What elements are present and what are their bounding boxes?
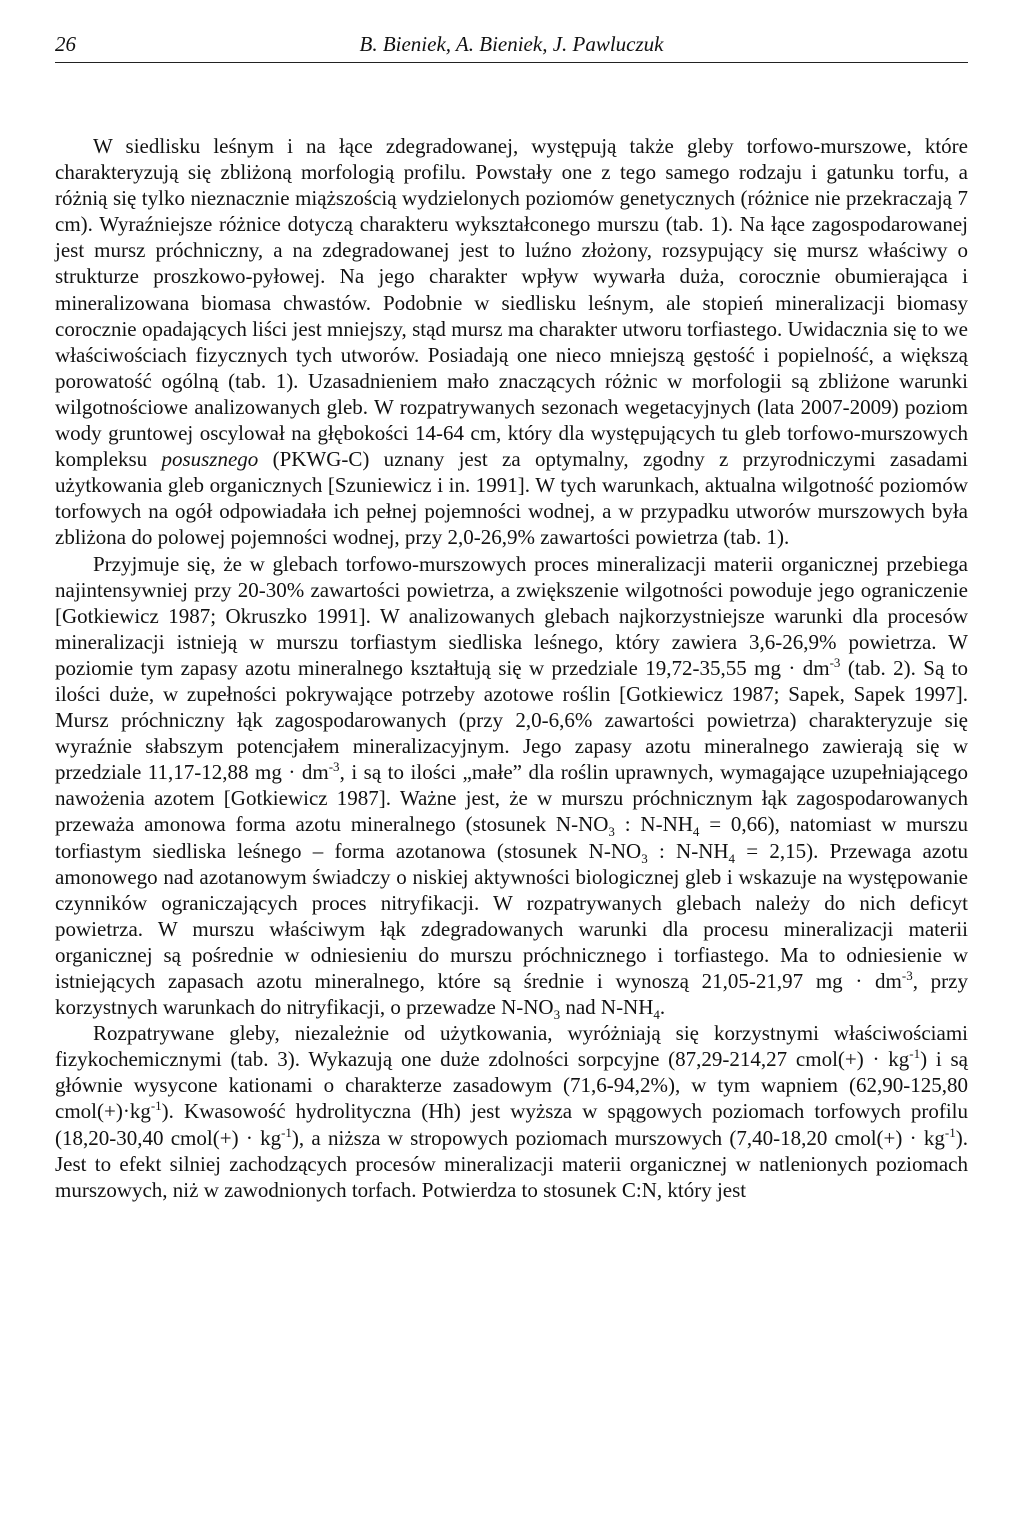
page-number: 26 bbox=[55, 32, 76, 56]
superscript: -1 bbox=[281, 1124, 292, 1140]
text-run: : N-NH bbox=[614, 812, 693, 837]
running-header-authors: B. Bieniek, A. Bieniek, J. Pawluczuk bbox=[359, 32, 664, 56]
text-run: nad N-NH bbox=[560, 995, 654, 1020]
subscript: 3 bbox=[641, 850, 648, 866]
text-run: , i są to ilości „małe” dla roślin uprawnych, wymagające uzupełniającego nawożenia azotem [Gotkiewicz 1987]. Ważne jest, że w murszu próchnicznym łąk zagospodarowanych przeważa amonowa forma azotu mineralnego (stosunek N-NO bbox=[55, 760, 968, 837]
superscript: -3 bbox=[829, 654, 841, 670]
text-run: = 2,15). Przewaga azotu amonowego nad azotanowym świadczy o niskiej aktywności biologicznej gleb i wskazuje na występowanie czynników ograniczających proces nitryfikacji. W rozpatrywanych glebach należy do nich deficyt powietrza. W murszu właściwym łąk zdegradowanych warunki dla procesu mineralizacji materii organicznej są pośrednie w odniesieniu do murszu próchnicznego i torfiastego. Ma to odniesienie w istniejących zapasach azotu mineralnego, które są średnie i wynoszą 21,05-21,97 mg · dm bbox=[55, 838, 968, 993]
text-run: : N-NH bbox=[647, 838, 729, 863]
body-text bbox=[55, 133, 968, 1203]
paragraph-3 bbox=[55, 1020, 968, 1203]
document-page bbox=[55, 30, 968, 1203]
text-run: Rozpatrywane gleby, niezależnie od użytkowania, wyróżniają się korzystnymi właściwościami fizykochemicznymi (tab. 3). Wykazują one duże zdolności sorpcyjne (87,29-214,27 cmol(+) · kg bbox=[55, 1021, 968, 1072]
subscript: 4 bbox=[728, 850, 736, 866]
subscript: 4 bbox=[653, 1007, 660, 1023]
paragraph-1 bbox=[55, 133, 968, 551]
italic-term: posusznego bbox=[161, 447, 259, 472]
subscript: 4 bbox=[692, 824, 700, 840]
superscript: -1 bbox=[944, 1124, 956, 1140]
text-run: ). Jest to efekt silniej zachodzących procesów mineralizacji materii organicznej w natlenionych poziomach murszowych, niż w zawodnionych torfach. Potwierdza to stosunek C:N, który jest bbox=[55, 1125, 968, 1202]
text-run: ) i są głównie wysycone kationami o charakterze zasadowym (71,6-94,2%), w tym wapniem (62,90-125,80 cmol(+)·kg bbox=[55, 1047, 968, 1124]
subscript: 3 bbox=[608, 824, 615, 840]
text-run: Przyjmuje się, że w glebach torfowo-murszowych proces mineralizacji materii organicznej przebiega najintensywniej przy 20-30% zawartości powietrza, a zwiększenie wilgotności powoduje jego ograniczenie [Gotkiewicz 1987; Okruszko 1991]. W analizowanych glebach najkorzystniejsze warunki dla procesów mineralizacji istnieją w murszu torfiastym siedliska leśnego, który zawiera 3,6-26,9% powietrza. W poziomie tym zapasy azotu mineralnego kształtują się w przedziale 19,72-35,55 mg · dm bbox=[55, 551, 968, 680]
text-run: ). Kwasowość hydrolityczna (Hh) jest wyższa w spągowych poziomach torfowych profilu (18,20-30,40 cmol(+) · kg bbox=[55, 1099, 968, 1150]
superscript: -1 bbox=[150, 1098, 162, 1114]
text-run: = 0,66), natomiast w murszu torfiastym siedliska leśnego – forma azotanowa (stosunek N-NO bbox=[55, 812, 969, 863]
superscript: -3 bbox=[901, 968, 913, 983]
text-run: ), a niższa w stropowych poziomach murszowych (7,40-18,20 cmol(+) · kg bbox=[291, 1125, 945, 1150]
text-run: , przy korzystnych warunkach do nitryfikacji, o przewadze N-NO bbox=[55, 969, 968, 1020]
superscript: -3 bbox=[328, 759, 340, 775]
text-run: . bbox=[659, 995, 666, 1020]
text-run: (tab. 2). Są to ilości duże, w zupełności pokrywające potrzeby azotowe roślin [Gotkiewicz 1987; Sapek, Sapek 1997]. Mursz próchniczny łąk zagospodarowanych (przy 2,0-6,6% zawartości powietrza) charakteryzuje się wyraźnie słabszym potencjałem mineralizacyjnym. Jego zapasy azotu mineralnego zawierają się w przedziale 11,17-12,88 mg · dm bbox=[55, 655, 968, 785]
superscript: -1 bbox=[909, 1046, 921, 1062]
text-run: (PKWG-C) uznany jest za optymalny, zgodny z przyrodniczymi zasadami użytkowania gleb organicznych [Szuniewicz i in. 1991]. W tych warunkach, aktualna wilgotność poziomów torfowych na ogół odpowiadała ich pełnej pojemności wodnej, a w przypadku utworów murszowych była zbliżona do polowej pojemności wodnej, przy 2,0-26,9% zawartości powietrza (tab. 1). bbox=[55, 447, 968, 550]
paragraph-2 bbox=[55, 551, 968, 1021]
subscript: 3 bbox=[553, 1007, 561, 1023]
running-header bbox=[55, 30, 968, 63]
text-run: W siedlisku leśnym i na łące zdegradowanej, występują także gleby torfowo-murszowe, które charakteryzują się zbliżoną morfologią profilu. Powstały one z tego samego rodzaju i gatunku torfu, a różnią się tylko nieznacznie miąższością wydzielonych poziomów genetycznych (różnice nie przekraczają 7 cm). Wyraźniejsze różnice dotyczą charakteru wykształconego murszu (tab. 1). Na łące zagospodarowanej jest mursz próchniczny, a na zdegradowanej jest to luźno złożony, rozsypujący się mursz właściwy o strukturze proszkowo-pyłowej. Na jego charakter wpływ wywarła duża, corocznie obumierająca i mineralizowana biomasa chwastów. Podobnie w siedlisku leśnym, ale stopień mineralizacji biomasy corocznie opadających liści jest mniejszy, stąd mursz ma charakter utworu torfiastego. Uwidacznia się to we właściwościach fizycznych tych utworów. Posiadają one nieco mniejszą gęstość i popielność, a większą porowatość ogólną (tab. 1). Uzasadnieniem mało znaczących różnic w morfologii są zbliżone warunki wilgotnościowe analizowanych gleb. W rozpatrywanych sezonach wegetacyjnych (lata 2007-2009) poziom wody gruntowej oscylował na głębokości 14-64 cm, który dla występujących tu gleb torfowo-murszowych kompleksu bbox=[55, 134, 968, 472]
